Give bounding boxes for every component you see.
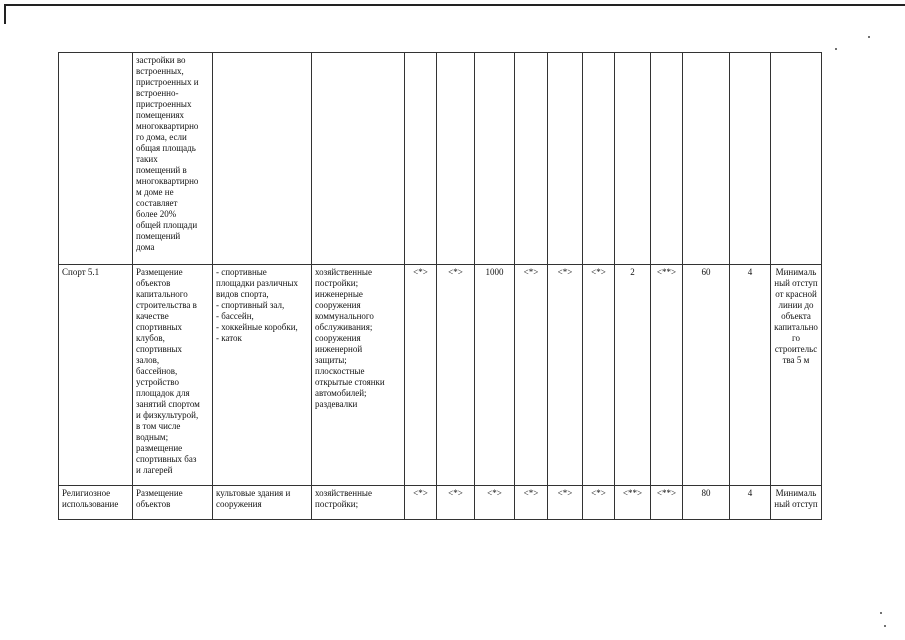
scan-border-top (4, 4, 905, 6)
note-line: го (792, 333, 800, 343)
parameter-cell (548, 486, 583, 520)
description-line: спортивных (136, 322, 183, 332)
parameter-value: 1000 (485, 267, 504, 277)
auxiliary-line: сооружения (315, 300, 361, 310)
parameter-cell (405, 486, 437, 520)
description-line: застройки во (136, 55, 186, 65)
auxiliary-line: открытые стоянки (315, 377, 385, 387)
auxiliary-cell (312, 486, 405, 520)
parameter-cell (730, 265, 771, 486)
scan-border-left (4, 4, 6, 24)
land-use-name: Спорт 5.1 (62, 267, 100, 277)
description-cell (133, 265, 213, 486)
description-line: спортивных (136, 344, 183, 354)
description-line: помещений (136, 231, 181, 241)
description-line: помещениях (136, 110, 185, 120)
parameter-value: 4 (747, 267, 753, 277)
auxiliary-line: постройки; (315, 278, 359, 288)
objects-line: площадки различных (216, 278, 298, 288)
parameter-cell (651, 53, 683, 265)
description-line: общая площадь (136, 143, 196, 153)
note-line: ный отступ (774, 278, 818, 288)
auxiliary-line: постройки; (315, 499, 359, 509)
description-cell (133, 486, 213, 520)
description-line: го дома, если (136, 132, 187, 142)
parameter-cell (548, 265, 583, 486)
description-line: более 20% (136, 209, 177, 219)
parameter-value: <*> (523, 267, 539, 277)
parameter-cell (515, 486, 548, 520)
parameter-cell (615, 486, 651, 520)
auxiliary-line: обслуживания; (315, 322, 373, 332)
description-line: качестве (136, 311, 169, 321)
parameter-value: <*> (557, 267, 573, 277)
parameter-value: <*> (523, 488, 539, 498)
table-row-religious (59, 486, 822, 520)
parameter-cell (730, 53, 771, 265)
land-use-regulations-table (58, 52, 822, 520)
description-line: залов, (136, 355, 160, 365)
parameter-cell (475, 486, 515, 520)
land-use-name-cell (59, 486, 133, 520)
auxiliary-cell (312, 53, 405, 265)
objects-line: - спортивный зал, (216, 300, 285, 310)
parameter-cell (583, 486, 615, 520)
auxiliary-line: плоскостные (315, 366, 365, 376)
parameter-value: <**> (622, 488, 643, 498)
parameter-cell (437, 265, 475, 486)
parameter-cell (683, 486, 730, 520)
land-use-name: Религиозное использование (62, 488, 119, 509)
description-line: в том числе (136, 421, 181, 431)
parameter-value: <*> (413, 488, 428, 498)
note-line: Минималь (775, 488, 817, 498)
parameter-value: <*> (591, 267, 606, 277)
description-line: Размещение (136, 488, 183, 498)
auxiliary-line: сооружения (315, 333, 361, 343)
objects-cell (213, 53, 312, 265)
parameter-cell (515, 53, 548, 265)
parameter-cell (437, 486, 475, 520)
objects-line: культовые здания и (216, 488, 291, 498)
description-line: капитального (136, 289, 188, 299)
parameter-cell (475, 53, 515, 265)
table-row-continuation (59, 53, 822, 265)
description-line: помещений в (136, 165, 187, 175)
note-cell (771, 265, 822, 486)
parameter-cell (405, 265, 437, 486)
description-line: водным; (136, 432, 169, 442)
parameter-cell (651, 265, 683, 486)
table-row-sport (59, 265, 822, 486)
land-use-name-cell (59, 265, 133, 486)
scan-speck (868, 36, 870, 38)
auxiliary-line: автомобилей; (315, 388, 367, 398)
parameter-value: <**> (656, 488, 677, 498)
parameter-cell (615, 265, 651, 486)
parameter-value: <**> (656, 267, 677, 277)
note-cell (771, 486, 822, 520)
objects-line: - спортивные (216, 267, 267, 277)
description-line: встроенно- (136, 88, 179, 98)
parameter-value: <*> (487, 488, 502, 498)
auxiliary-line: хозяйственные (315, 488, 372, 498)
description-line: размещение (136, 443, 183, 453)
objects-line: сооружения (216, 499, 262, 509)
note-line: ный отступ (774, 499, 818, 509)
description-line: занятий спортом (136, 399, 200, 409)
auxiliary-line: раздевалки (315, 399, 358, 409)
parameter-value: 60 (701, 267, 711, 277)
parameter-cell (583, 53, 615, 265)
scan-speck (880, 612, 882, 614)
note-line: строительс (774, 344, 818, 354)
auxiliary-line: защиты; (315, 355, 347, 365)
parameter-cell (683, 53, 730, 265)
auxiliary-line: хозяйственные (315, 267, 372, 277)
parameter-cell (583, 265, 615, 486)
auxiliary-line: коммунального (315, 311, 374, 321)
description-line: площадок для (136, 388, 190, 398)
land-use-name-cell (59, 53, 133, 265)
description-line: пристроенных и (136, 77, 199, 87)
description-cell (133, 53, 213, 265)
description-line: дома (136, 242, 155, 252)
description-line: составляет (136, 198, 178, 208)
note-cell (771, 53, 822, 265)
note-line: линии до (778, 300, 814, 310)
description-line: многоквартирно (136, 121, 199, 131)
auxiliary-line: инженерные (315, 289, 363, 299)
objects-line: - хоккейные коробки, (216, 322, 298, 332)
description-line: строительства в (136, 300, 197, 310)
description-line: клубов, (136, 333, 165, 343)
description-line: м доме не (136, 187, 174, 197)
parameter-cell (437, 53, 475, 265)
note-line: тва 5 м (782, 355, 810, 365)
objects-line: - каток (216, 333, 242, 343)
parameter-cell (515, 265, 548, 486)
description-line: объектов (136, 278, 171, 288)
auxiliary-cell (312, 265, 405, 486)
description-line: многоквартирно (136, 176, 199, 186)
description-line: и лагерей (136, 465, 173, 475)
parameter-cell (405, 53, 437, 265)
objects-line: - бассейн, (216, 311, 254, 321)
description-line: общей площади (136, 220, 198, 230)
parameter-value: <*> (448, 267, 463, 277)
scan-speck (835, 48, 837, 50)
parameter-value: <*> (557, 488, 573, 498)
scan-speck (884, 625, 886, 627)
description-line: встроенных, (136, 66, 184, 76)
note-line: от красной (775, 289, 817, 299)
parameter-cell (475, 265, 515, 486)
parameter-value: <*> (591, 488, 606, 498)
parameter-value: 2 (630, 267, 635, 277)
description-line: устройство (136, 377, 179, 387)
parameter-value: <*> (448, 488, 463, 498)
note-line: Минималь (775, 267, 817, 277)
parameter-cell (683, 265, 730, 486)
description-line: пристроенных (136, 99, 192, 109)
parameter-cell (615, 53, 651, 265)
parameter-cell (730, 486, 771, 520)
note-line: капитально (774, 322, 818, 332)
parameter-cell (651, 486, 683, 520)
objects-cell (213, 486, 312, 520)
description-line: таких (136, 154, 158, 164)
objects-cell (213, 265, 312, 486)
parameter-value: 80 (701, 488, 711, 498)
parameter-value: 4 (747, 488, 753, 498)
description-line: и физкультурой, (136, 410, 199, 420)
objects-line: видов спорта, (216, 289, 269, 299)
description-line: объектов (136, 499, 171, 509)
description-line: бассейнов, (136, 366, 178, 376)
auxiliary-line: инженерной (315, 344, 363, 354)
note-line: объекта (781, 311, 811, 321)
parameter-cell (548, 53, 583, 265)
description-line: спортивных баз (136, 454, 197, 464)
description-line: Размещение (136, 267, 183, 277)
parameter-value: <*> (413, 267, 428, 277)
